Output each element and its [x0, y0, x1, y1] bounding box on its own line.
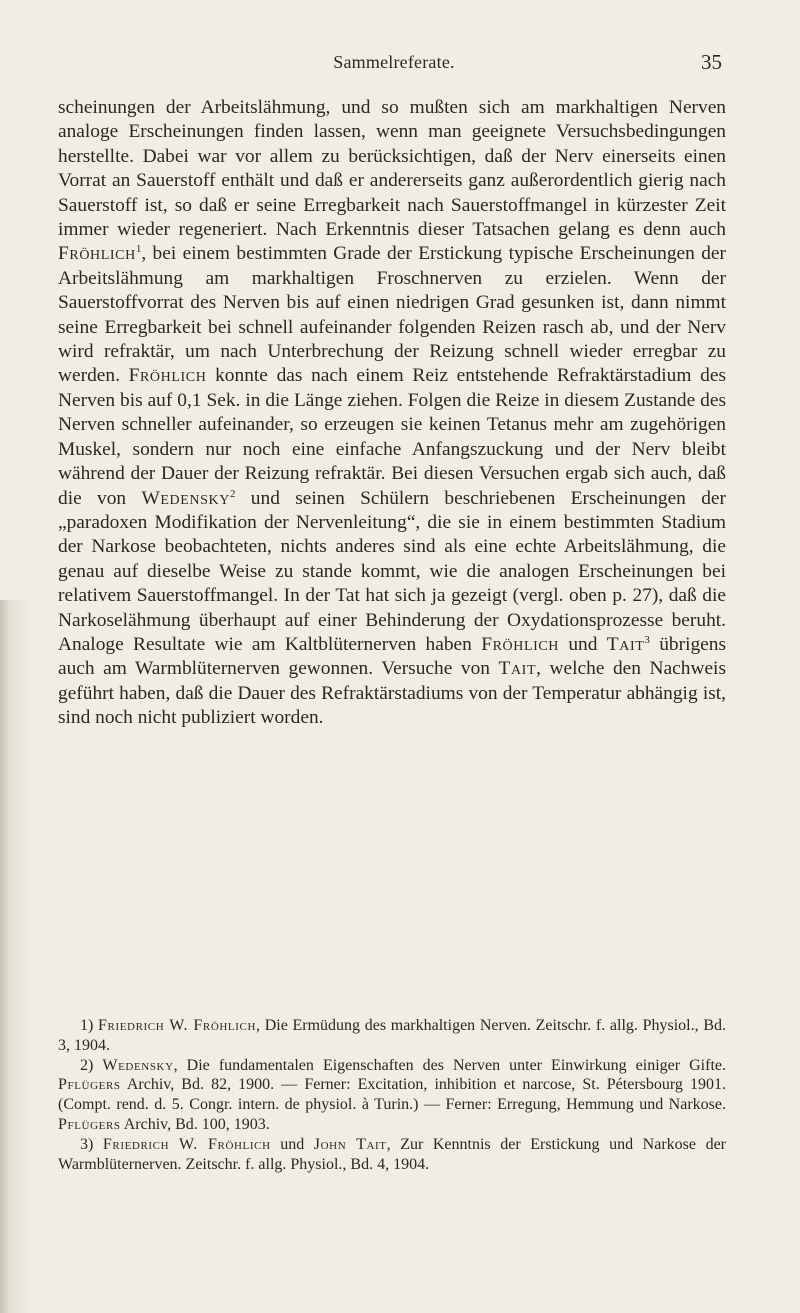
author-name: Tait	[498, 658, 537, 680]
body-text-segment: , welche den Nachweis geführt haben, daß die Dauer des Refraktärstadiums von der Temperatur abhängig ist, sind noch nicht publiziert worden.	[58, 658, 726, 729]
body-text-segment: scheinungen der Arbeitslähmung, und so mußten sich am markhaltigen Nerven analoge Erscheinungen finden lassen, wenn man geeignete Versuchsbedingungen herstellte. Dabei war vor allem zu berücksichtigen, daß der Nerv einerseits einen Vorrat an Sauerstoff enthält und daß er andererseits ganz außerordentlich gierig nach Sauerstoff ist, so daß er seine Erregbarkeit nach Sauerstoffmangel in kürzester Zeit immer wieder regeneriert. Nach Erkenntnis dieser Tatsachen gelang es denn auch	[58, 97, 726, 241]
footnote-text: und	[280, 1135, 305, 1153]
footnotes	[58, 1016, 726, 1174]
footnote-marker: 1)	[80, 1017, 94, 1034]
author-name: Wedensky	[141, 487, 230, 509]
body-text-segment: übrigens auch am Warmblüternerven gewonnen. Versuche von	[58, 633, 726, 680]
page-header	[60, 48, 728, 88]
footnote-journal: Pflügers	[58, 1115, 121, 1133]
footnote-journal: Pflügers	[58, 1076, 121, 1094]
footnote-text: , Zur Kenntnis der Erstickung und Narkose der Warmblüternerven. Zeitschr. f. allg. Physiol., Bd. 4, 1904.	[58, 1135, 726, 1173]
footnote-author: Friedrich W. Fröhlich	[98, 1017, 256, 1034]
author-name: Fröhlich	[58, 243, 136, 265]
body-text-segment: , bei einem bestimmten Grade der Erstickung typische Erscheinungen der Arbeitslähmung am markhaltigen Froschnerven zu erzielen. Wenn der Sauerstoffvorrat des Nerven bis auf einen niedrigen Grad gesunken ist, dann nimmt seine Erregbarkeit bei schnell aufeinander folgenden Reizen rasch ab, und der Nerv wird refraktär, um nach Unterbrechung der Reizung schnell wieder erregbar zu werden.	[58, 243, 726, 387]
body-text-segment: konnte das nach einem Reiz entstehende Refraktärstadium des Nerven bis auf 0,1 Sek. in die Länge ziehen. Folgen die Reize in diesem Zustande des Nerven schneller aufeinander, so erzeugen sie keinen Tetanus mehr am zugehörigen Muskel, sondern nur noch eine einfache Anfangszuckung und der Nerv bleibt während der Dauer der Reizung refraktär. Bei diesen Versuchen ergab sich auch, daß die von	[58, 365, 726, 509]
author-name: Fröhlich	[481, 633, 560, 655]
footnote-text: Archiv, Bd. 100, 1903.	[123, 1115, 270, 1133]
author-name: Tait	[606, 633, 645, 655]
footnote-text: Archiv, Bd. 82, 1900. — Ferner: Excitation, inhibition et narcose, St. Pétersbourg 1901. (Compt. rend. d. 5. Congr. intern. de physiol. à Turin.) — Ferner: Erregung, Hemmung und Narkose.	[58, 1076, 727, 1114]
author-name: Fröhlich	[128, 365, 207, 387]
footnote-1	[58, 1016, 726, 1056]
running-head: Sammelreferate.	[333, 52, 455, 72]
footnote-text: , Die fundamentalen Eigenschaften des Nerven unter Einwirkung einiger Gifte.	[173, 1056, 727, 1074]
body-paragraph	[58, 96, 726, 731]
footnote-marker: 3)	[80, 1135, 94, 1153]
page-number: 35	[701, 50, 722, 74]
footnote-reference: 2	[229, 487, 236, 500]
footnote-3	[58, 1135, 726, 1175]
footnote-2	[58, 1056, 726, 1135]
footnote-text: , Die Ermüdung des markhaltigen Nerven. Zeitschr. f. allg. Physiol., Bd. 3, 1904.	[58, 1017, 726, 1054]
body-text-segment: und seinen Schülern beschriebenen Erscheinungen der „paradoxen Modifikation der Nervenleitung“, die sie in einem bestimmten Stadium der Narkose beobachteten, nichts anderes sind als eine echte Arbeitslähmung, die genau auf dieselbe Weise zu stande kommt, wie die analogen Erscheinungen bei relativem Sauerstoffmangel. In der Tat hat sich ja gezeigt (vergl. oben p. 27), daß die Narkoselähmung überhaupt auf einer Behinderung der Oxydationsprozesse beruht. Analoge Resultate wie am Kaltblüternerven haben	[58, 487, 726, 655]
footnote-marker: 2)	[80, 1056, 94, 1074]
page-binding-shadow	[0, 600, 34, 1313]
footnote-author: John Tait	[313, 1135, 387, 1153]
footnote-author: Wedensky	[102, 1056, 174, 1074]
footnote-reference: 3	[644, 633, 650, 646]
footnote-author: Friedrich W. Fröhlich	[102, 1135, 271, 1153]
body-text-segment: und	[568, 633, 598, 655]
footnote-reference: 1	[135, 243, 142, 256]
